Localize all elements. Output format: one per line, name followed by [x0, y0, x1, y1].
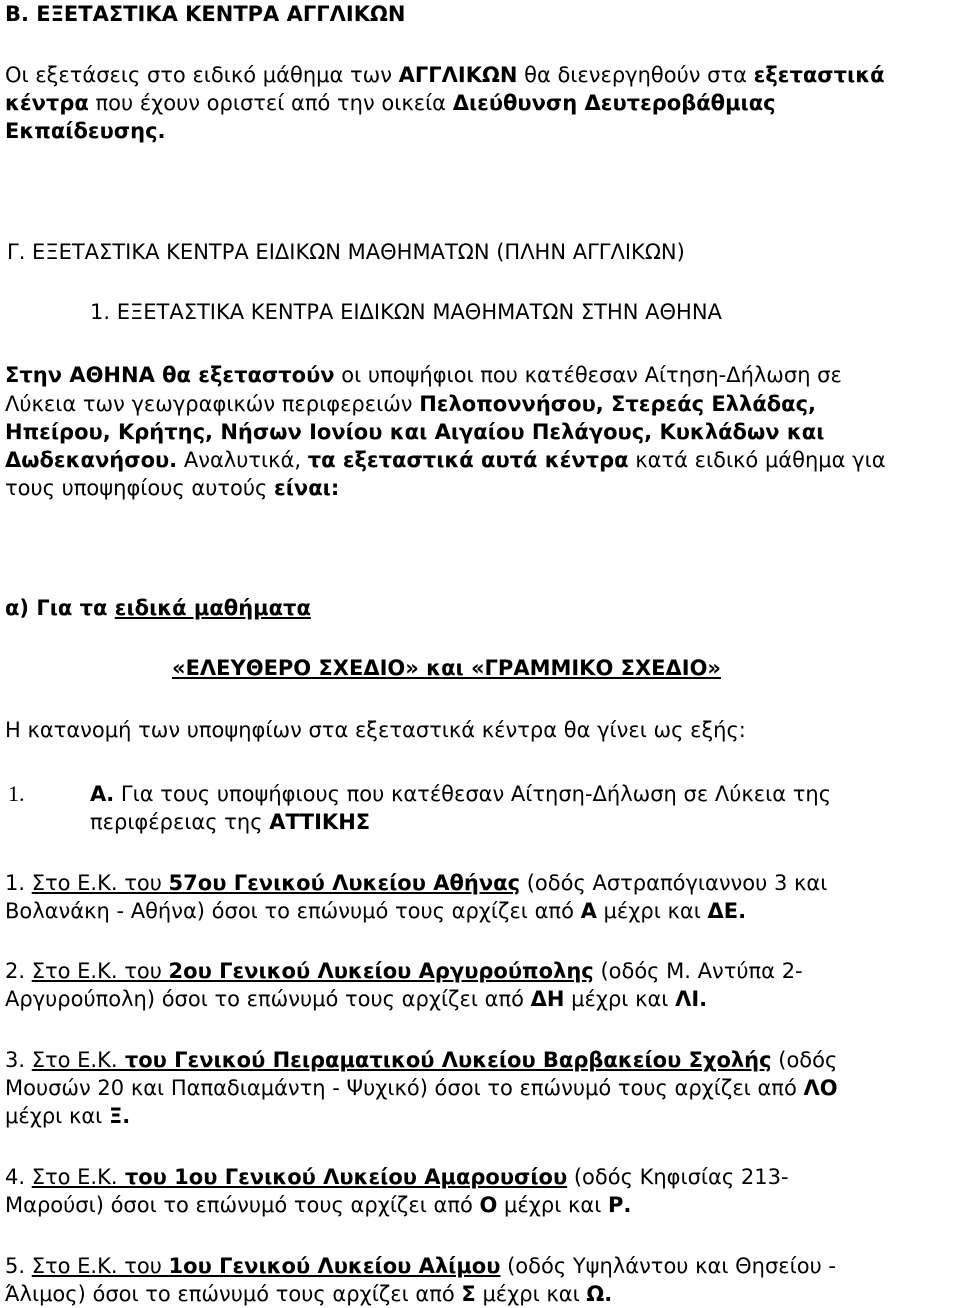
- center-1-line-1: 1. Στο Ε.Κ. του 57ου Γενικού Λυκείου Αθήνας (οδός Αστραπόγιαννου 3 και: [5, 871, 828, 895]
- center-1-line-2: Βολανάκη - Αθήνα) όσοι το επώνυμό τους αρχίζει από Α μέχρι και ΔΕ.: [5, 899, 747, 923]
- section-g-heading: Γ. ΕΞΕΤΑΣΤΙΚΑ ΚΕΝΤΡΑ ΕΙΔΙΚΩΝ ΜΑΘΗΜΑΤΩΝ (ΠΛΗΝ ΑΓΓΛΙΚΩΝ): [7, 240, 685, 264]
- subsection-1-heading: 1. ΕΞΕΤΑΣΤΙΚΑ ΚΕΝΤΡΑ ΕΙΔΙΚΩΝ ΜΑΘΗΜΑΤΩΝ ΣΤΗΝ ΑΘΗΝΑ: [90, 300, 722, 324]
- center-3-school: του Γενικού Πειραματικού Λυκείου Βαρβακείου Σχολής: [117, 1048, 772, 1072]
- center-4-line-2: Μαρούσι) όσοι το επώνυμό τους αρχίζει από Ο μέχρι και Ρ.: [5, 1193, 632, 1217]
- athens-para-line-2: Λύκεια των γεωγραφικών περιφερειών Πελοποννήσου, Στερεάς Ελλάδας,: [5, 392, 817, 416]
- section-b-heading: Β. ΕΞΕΤΑΣΤΙΚΑ ΚΕΝΤΡΑ ΑΓΓΛΙΚΩΝ: [5, 2, 406, 26]
- list-item-line-2: περιφέρειας της ΑΤΤΙΚΗΣ: [90, 810, 371, 834]
- distribution-intro: Η κατανομή των υποψηφίων στα εξεταστικά κέντρα θα γίνει ως εξής:: [5, 718, 746, 742]
- section-b-line-3: Εκπαίδευσης.: [5, 119, 166, 143]
- center-5-line-2: Άλιμος) όσοι το επώνυμό τους αρχίζει από Σ μέχρι και Ω.: [5, 1282, 613, 1306]
- list-item-number: 1.: [8, 781, 25, 806]
- athens-para-line-1: Στην ΑΘΗΝΑ θα εξεταστούν οι υποψήφιοι που κατέθεσαν Αίτηση-Δήλωση σε: [5, 363, 842, 387]
- subsection-a-heading: α) Για τα ειδικά μαθήματα: [5, 596, 311, 620]
- athens-para-line-3: Ηπείρου, Κρήτης, Νήσων Ιονίου και Αιγαίου Πελάγους, Κυκλάδων και: [5, 420, 825, 444]
- subjects-title: «ΕΛΕΥΘΕΡΟ ΣΧΕΔΙΟ» και «ΓΡΑΜΜΙΚΟ ΣΧΕΔΙΟ»: [172, 656, 721, 680]
- center-2-line-1: 2. Στο Ε.Κ. του 2ου Γενικού Λυκείου Αργυρούπολης (οδός Μ. Αντύπα 2-: [5, 959, 803, 983]
- athens-para-line-4: Δωδεκανήσου. Αναλυτικά, τα εξεταστικά αυτά κέντρα κατά ειδικό μάθημα για: [5, 448, 886, 472]
- center-3-line-3: μέχρι και Ξ.: [5, 1104, 131, 1128]
- list-item-line-1: Α. Για τους υποψήφιους που κατέθεσαν Αίτηση-Δήλωση σε Λύκεια της: [90, 782, 832, 806]
- center-5-line-1: 5. Στο Ε.Κ. του 1ου Γενικού Λυκείου Αλίμου (οδός Υψηλάντου και Θησείου -: [5, 1254, 836, 1278]
- center-2-line-2: Αργυρούπολη) όσοι το επώνυμό τους αρχίζει από ΔΗ μέχρι και ΛΙ.: [5, 987, 708, 1011]
- section-b-line-2: κέντρα που έχουν οριστεί από την οικεία Διεύθυνση Δευτεροβάθμιας: [5, 91, 776, 115]
- center-3-line-2: Μουσών 20 και Παπαδιαμάντη - Ψυχικό) όσοι το επώνυμό τους αρχίζει από ΛΟ: [5, 1076, 838, 1100]
- athens-para-line-5: τους υποψηφίους αυτούς είναι:: [5, 476, 340, 500]
- center-4-school: του 1ου Γενικού Λυκείου Αμαρουσίου: [117, 1165, 568, 1189]
- center-2-school: 2ου Γενικού Λυκείου Αργυρούπολης: [168, 959, 594, 983]
- section-b-line-1: Οι εξετάσεις στο ειδικό μάθημα των ΑΓΓΛΙΚΩΝ θα διενεργηθούν στα εξεταστικά: [5, 63, 885, 87]
- center-1-school: 57ου Γενικού Λυκείου Αθήνας: [168, 871, 521, 895]
- center-4-line-1: 4. Στο Ε.Κ. του 1ου Γενικού Λυκείου Αμαρουσίου (οδός Κηφισίας 213-: [5, 1165, 789, 1189]
- center-5-school: 1ου Γενικού Λυκείου Αλίμου: [168, 1254, 501, 1278]
- center-3-line-1: 3. Στο Ε.Κ. του Γενικού Πειραματικού Λυκείου Βαρβακείου Σχολής (οδός: [5, 1048, 838, 1072]
